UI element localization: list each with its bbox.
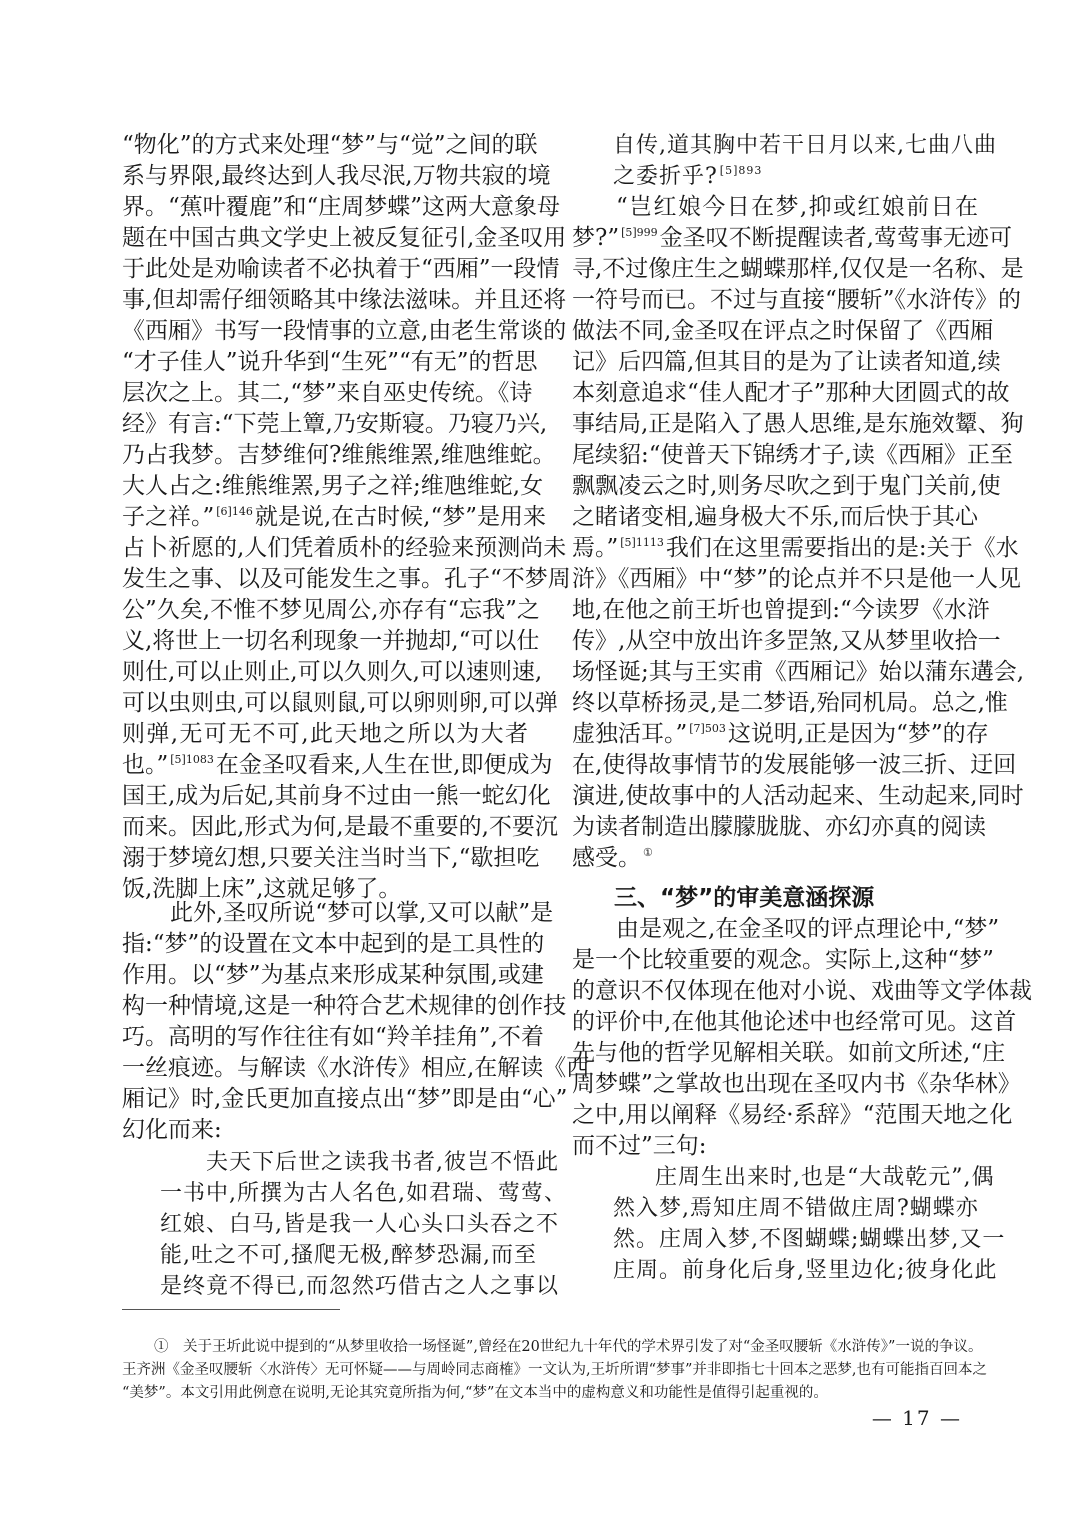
text-line: [572, 409, 1024, 440]
line-text: 然。庄周入梦,不图蝴蝶;蝴蝶出梦,又一: [613, 1227, 1006, 1252]
text-line: [122, 719, 528, 750]
right-block-quote-continued: [613, 130, 997, 192]
text-line: [572, 914, 1000, 945]
page-number: — 17 —: [871, 1406, 962, 1430]
line-text: “才子佳人”说升华到“生死”“有无”的哲思: [122, 349, 538, 375]
line-text: 题在中国古典文学史上被反复征引,金圣叹用: [122, 225, 567, 251]
line-text: 能,吐之不可,搔爬无极,醉梦恐漏,而至: [160, 1243, 537, 1268]
text-line: [122, 960, 544, 991]
line-text: 做法不同,金圣叹在评点之时保留了《西厢: [572, 318, 994, 344]
text-line: [122, 991, 567, 1022]
line-text: 这说明,正是因为“梦”的存: [727, 721, 989, 747]
text-line: [122, 781, 551, 812]
section-heading: 三、“梦”的审美意涵探源: [614, 885, 875, 911]
line-text: 构一种情境,这是一种符合艺术规律的创作技: [122, 993, 567, 1019]
text-line: [122, 750, 553, 781]
text-line: [572, 781, 1024, 812]
text-line: [122, 285, 567, 316]
line-text: 巧。高明的写作往往有如“羚羊挂角”,不着: [122, 1024, 544, 1050]
footnote: [122, 1336, 988, 1405]
line-text: 周梦蝶”之掌故也出现在圣叹内书《杂华林》: [572, 1071, 1021, 1097]
line-text: 我们在这里需要指出的是:关于《水: [665, 535, 1019, 561]
text-line: [613, 161, 978, 192]
line-text: 场怪诞;其与王实甫《西厢记》始以蒲东遘会,: [572, 659, 1025, 685]
line-text: 由是观之,在金圣叹的评点理论中,“梦”: [616, 916, 1000, 942]
line-text: 金圣叹不断提醒读者,莺莺事无迹可: [659, 225, 1012, 251]
text-line: [122, 316, 567, 347]
text-line: [572, 254, 1024, 285]
footnote-divider: [122, 1309, 340, 1310]
line-text: 也。”: [122, 752, 169, 778]
line-text: 虚独活耳。”: [572, 721, 688, 747]
line-text: 系与界限,最终达到人我尽泯,万物共寂的境: [122, 163, 551, 189]
right-block-quote: [613, 1162, 1006, 1286]
line-text: 传》,从空中放出许多罡煞,又从梦里收拾一: [572, 628, 1001, 654]
line-text: 浒》《西厢》中“梦”的论点并不只是他一人见: [572, 566, 1022, 592]
right-paragraph-2: [572, 914, 1032, 1162]
text-line: [122, 1359, 988, 1382]
text-line: [122, 378, 533, 409]
text-line: [122, 1115, 528, 1146]
text-line: [122, 929, 545, 960]
line-text: 幻化而来:: [122, 1117, 222, 1143]
line-text: 国王,成为后妃,其前身不过由一熊一蛇幻化: [122, 783, 551, 809]
line-text: 可以虫则虫,可以鼠则鼠,可以卵则卵,可以弹: [122, 690, 558, 716]
text-line: [122, 843, 540, 874]
text-line: [613, 1255, 998, 1286]
line-text: 是终竟不得已,而忽然巧借古之人之事以: [160, 1274, 559, 1299]
text-line: [160, 1240, 537, 1271]
line-text: 之睹诸变相,遍身极大不乐,而后快于其心: [572, 504, 978, 530]
line-text: 厢记》时,金氏更加直接点出“梦”即是由“心”: [122, 1086, 568, 1112]
line-text: 大人占之:维熊维罴,男子之祥;维虺维蛇,女: [122, 473, 544, 499]
line-text: 自传,道其胸中若干日月以来,七曲八曲: [613, 133, 997, 158]
text-line: [122, 626, 540, 657]
text-line: [572, 626, 1001, 657]
text-line: [122, 595, 540, 626]
text-line: [160, 1178, 567, 1209]
text-line: [613, 1193, 978, 1224]
line-text: 发生之事、以及可能发生之事。孔子“不梦周: [122, 566, 571, 592]
text-line: [613, 130, 997, 161]
line-text: 乃占我梦。吉梦维何?维熊维罴,维虺维蛇。: [122, 442, 556, 468]
line-text: 焉。”: [572, 535, 619, 561]
text-line: [160, 1147, 559, 1178]
citation-superscript: [7]503: [689, 722, 726, 735]
line-text: 子之祥。”: [122, 504, 215, 530]
text-line: [572, 502, 978, 533]
text-line: [572, 976, 1032, 1007]
line-text: 事结局,正是陷入了愚人思维,是东施效颦、狗: [572, 411, 1024, 437]
text-line: [572, 223, 1012, 254]
line-text: 本刻意追求“佳人配才子”那种大团圆式的故: [572, 380, 1010, 406]
text-line: [122, 130, 538, 161]
text-line: [122, 657, 543, 688]
text-line: [122, 688, 558, 719]
citation-superscript: [6]146: [216, 505, 253, 518]
line-text: 界。“蕉叶覆鹿”和“庄周梦蝶”这两大意象母: [122, 194, 561, 220]
line-text: 夫天下后世之读我书者,彼岂不悟此: [206, 1150, 559, 1175]
line-text: 占卜祈愿的,人们凭着质朴的经验来预测尚未: [122, 535, 567, 561]
line-text: 王齐洲《金圣叹腰斩〈水浒传〉无可怀疑——与周岭同志商榷》一文认为,王圻所谓“梦事”并非即指七十回本之恶梦,也有可能指百回本之: [122, 1362, 988, 1378]
line-text: 则仕,可以止则止,可以久则久,可以速则速,: [122, 659, 543, 685]
line-text: 然入梦,焉知庄周不错做庄周?蝴蝶亦: [613, 1196, 979, 1221]
line-text: 在金圣叹看来,人生在世,即便成为: [215, 752, 553, 778]
line-text: 演进,使故事中的人活动起来、生动起来,同时: [572, 783, 1024, 809]
text-line: [572, 347, 1001, 378]
line-text: 饭,洗脚上床”,这就足够了。: [122, 876, 402, 902]
text-line: [122, 192, 561, 223]
text-line: [122, 409, 548, 440]
line-text: 此外,圣叹所说“梦可以掌,又可以献”是: [170, 900, 554, 926]
line-text: “岂红娘今日在梦,抑或红娘前日在: [616, 194, 978, 220]
left-paragraph-1: [122, 130, 571, 905]
right-paragraph-1: [572, 192, 1025, 874]
line-text: 之委折乎?: [613, 164, 718, 189]
text-line: [572, 945, 994, 976]
text-line: [572, 843, 978, 874]
text-line: [613, 1162, 995, 1193]
line-text: 而来。因此,形式为何,是最不重要的,不要沉: [122, 814, 558, 840]
text-line: [572, 1038, 1006, 1069]
line-text: 红娘、白马,皆是我一人心头口头吞之不: [160, 1212, 559, 1237]
text-line: [572, 812, 986, 843]
text-line: [572, 1100, 1013, 1131]
text-line: [160, 1271, 559, 1302]
text-line: [122, 1336, 983, 1359]
line-text: 地,在他之前王圻也曾提到:“今读罗《水浒: [572, 597, 990, 623]
line-text: 《西厢》书写一段情事的立意,由老生常谈的: [122, 318, 567, 344]
line-text: 则弹,无可无不可,此天地之所以为大者: [122, 721, 528, 747]
line-text: 一丝痕迹。与解读《水浒传》相应,在解读《西: [122, 1055, 590, 1081]
line-text: 庄周。前身化后身,竖里边化;彼身化此: [613, 1258, 998, 1283]
text-line: [122, 347, 538, 378]
text-line: [613, 1224, 1006, 1255]
text-line: [122, 1053, 590, 1084]
line-text: 指:“梦”的设置在文本中起到的是工具性的: [122, 931, 545, 957]
line-text: 在,使得故事情节的发展能够一波三折、迂回: [572, 752, 1017, 778]
citation-superscript: [5]893: [719, 164, 763, 177]
line-text: 梦?”: [572, 225, 620, 251]
text-line: [572, 1007, 1017, 1038]
line-text: “美梦”。本文引用此例意在说明,无论其究竟所指为何,“梦”在文本当中的虚构意义和功能性是值得引起重视的。: [122, 1385, 828, 1401]
text-line: [572, 285, 1022, 316]
text-line: [572, 688, 1008, 719]
text-line: [122, 898, 554, 929]
line-text: 记》后四篇,但其目的是为了让读者知道,续: [572, 349, 1001, 375]
line-text: 是一个比较重要的观念。实际上,这种“梦”: [572, 947, 994, 973]
line-text: 事,但却需仔细领略其中缘法滋味。并且还将: [122, 287, 567, 313]
line-text: 一书中,所撰为古人名色,如君瑞、莺莺、: [160, 1181, 567, 1206]
line-text: 飘飘凌云之时,则务尽吹之到于鬼门关前,使: [572, 473, 1001, 499]
text-line: [572, 533, 1019, 564]
text-line: [572, 1069, 1021, 1100]
text-line: [572, 595, 990, 626]
text-line: [122, 1022, 544, 1053]
line-text: 于此处是劝喻读者不必执着于“西厢”一段情: [122, 256, 560, 282]
left-block-quote: [160, 1147, 567, 1302]
line-text: 先与他的哲学见解相关联。如前文所述,“庄: [572, 1040, 1006, 1066]
text-line: [122, 812, 558, 843]
line-text: 的评价中,在他其他论述中也经常可见。这首: [572, 1009, 1017, 1035]
citation-superscript: ①: [643, 846, 653, 859]
text-line: [122, 502, 546, 533]
line-text: 而不过”三句:: [572, 1133, 707, 1159]
text-line: [122, 533, 567, 564]
line-text: 庄周生出来时,也是“大哉乾元”,偶: [655, 1165, 995, 1190]
text-line: [122, 223, 567, 254]
line-text: 作用。以“梦”为基点来形成某种氛围,或建: [122, 962, 544, 988]
text-line: [122, 564, 571, 595]
line-text: 终以草桥扬灵,是二梦语,殆同机局。总之,惟: [572, 690, 1008, 716]
line-text: 尾续貂:“使普天下锦绣才子,读《西厢》正至: [572, 442, 1013, 468]
citation-superscript: [5]1083: [170, 753, 214, 766]
line-text: 为读者制造出朦朦胧胧、亦幻亦真的阅读: [572, 814, 986, 840]
left-paragraph-2: [122, 898, 590, 1146]
line-text: 经》有言:“下莞上簟,乃安斯寝。乃寝乃兴,: [122, 411, 548, 437]
line-text: 寻,不过像庄生之蝴蝶那样,仅仅是一名称、是: [572, 256, 1024, 282]
citation-superscript: [5]999: [621, 226, 658, 239]
text-line: [572, 316, 994, 347]
text-line: [572, 440, 1013, 471]
text-line: [122, 254, 560, 285]
citation-superscript: [5]1113: [620, 536, 664, 549]
text-line: [572, 750, 1017, 781]
text-line: [122, 1382, 980, 1405]
text-line: [572, 719, 989, 750]
line-text: 公”久矣,不惟不梦见周公,亦存有“忘我”之: [122, 597, 540, 623]
line-text: 义,将世上一切名利现象一并抛却,“可以仕: [122, 628, 540, 654]
text-line: [572, 192, 978, 223]
text-line: [122, 161, 551, 192]
line-text: 溺于梦境幻想,只要关注当时当下,“歇担吃: [122, 845, 540, 871]
text-line: [572, 378, 1010, 409]
text-line: [572, 564, 1022, 595]
text-line: [572, 471, 1001, 502]
text-line: [572, 657, 1025, 688]
line-text: 就是说,在古时候,“梦”是用来: [254, 504, 546, 530]
text-line: [160, 1209, 559, 1240]
line-text: 一符号而已。不过与直接“腰斩”《水浒传》的: [572, 287, 1022, 313]
text-line: [122, 440, 556, 471]
line-text: ① 关于王圻此说中提到的“从梦里收拾一场怪诞”,曾经在20世纪九十年代的学术界引发了对“金圣叹腰斩《水浒传》”一说的争议。: [154, 1339, 983, 1355]
text-line: [122, 471, 544, 502]
line-text: 感受。: [572, 845, 641, 871]
line-text: 层次之上。其二,“梦”来自巫史传统。《诗: [122, 380, 533, 406]
line-text: 的意识不仅体现在他对小说、戏曲等文学体裁: [572, 978, 1032, 1004]
text-line: [572, 1131, 978, 1162]
line-text: 之中,用以阐释《易经·系辞》“范围天地之化: [572, 1102, 1013, 1128]
line-text: “物化”的方式来处理“梦”与“觉”之间的联: [122, 132, 538, 158]
text-line: [122, 1084, 568, 1115]
